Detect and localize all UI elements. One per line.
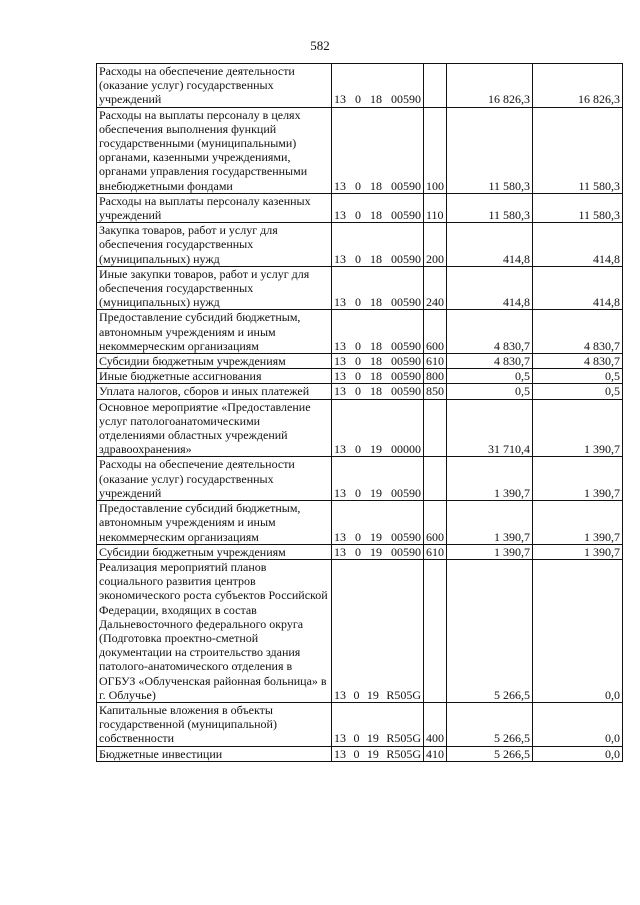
row-target-code: [332, 107, 424, 193]
row-sum-1: 5 266,5: [447, 702, 533, 746]
target-code-part: 18: [370, 354, 382, 369]
target-code-part: 0: [355, 92, 361, 107]
row-description: Уплата налогов, сборов и иных платежей: [97, 384, 332, 399]
row-sum-2: 0,0: [533, 746, 623, 761]
row-target-code: [332, 544, 424, 559]
row-sum-1: 414,8: [447, 223, 533, 267]
row-sum-2: 11 580,3: [533, 193, 623, 222]
row-description: Иные бюджетные ассигнования: [97, 369, 332, 384]
target-code-part: 13: [334, 544, 346, 559]
target-code-part: 0: [355, 208, 361, 223]
target-code-part: 0: [355, 485, 361, 500]
table-row: [97, 384, 623, 399]
row-sum-1: 1 390,7: [447, 544, 533, 559]
table-row: [97, 501, 623, 545]
target-code-part: 19: [366, 731, 379, 746]
target-code-parts: [334, 92, 421, 106]
row-description: Предоставление субсидий бюджетным, автономным учреждениям и иным некоммерческим организациям: [97, 501, 332, 545]
target-code-part: 00590: [391, 529, 421, 544]
target-code-part: 13: [334, 369, 346, 384]
row-sum-1: 11 580,3: [447, 193, 533, 222]
row-expense-type: [424, 399, 447, 457]
table-row: [97, 369, 623, 384]
target-code-part: 13: [334, 442, 346, 457]
target-code-part: 13: [334, 746, 346, 761]
row-sum-2: 1 390,7: [533, 399, 623, 457]
row-description: Основное мероприятие «Предоставление услуг патологоанатомическими отделениями областных учреждений здравоохранения»: [97, 399, 332, 457]
row-sum-2: 11 580,3: [533, 107, 623, 193]
table-row: [97, 310, 623, 354]
table-row: [97, 266, 623, 310]
row-target-code: [332, 223, 424, 267]
table-row: [97, 193, 623, 222]
row-target-code: [332, 457, 424, 501]
row-sum-1: 0,5: [447, 384, 533, 399]
table-row: [97, 223, 623, 267]
target-code-parts: [334, 442, 421, 456]
target-code-part: 0: [355, 442, 361, 457]
target-code-parts: [334, 545, 421, 559]
row-sum-1: 414,8: [447, 266, 533, 310]
target-code-parts: [334, 486, 421, 500]
target-code-parts: [334, 208, 421, 222]
row-description: Бюджетные инвестиции: [97, 746, 332, 761]
row-description: Иные закупки товаров, работ и услуг для обеспечения государственных (муниципальных) нужд: [97, 266, 332, 310]
row-sum-2: 4 830,7: [533, 310, 623, 354]
target-code-part: 0: [353, 731, 360, 746]
target-code-part: 18: [370, 338, 382, 353]
target-code-part: 0: [355, 251, 361, 266]
row-target-code: [332, 369, 424, 384]
row-sum-1: 31 710,4: [447, 399, 533, 457]
target-code-part: 00590: [391, 295, 421, 310]
target-code-part: 00590: [391, 384, 421, 399]
target-code-parts: [334, 369, 421, 383]
row-target-code: [332, 501, 424, 545]
row-expense-type: 410: [424, 746, 447, 761]
row-target-code: [332, 746, 424, 761]
table-row: [97, 107, 623, 193]
target-code-part: 13: [334, 485, 346, 500]
row-description: Расходы на выплаты персоналу в целях обеспечения выполнения функций государственными (муниципальными) органами, казенными учреждениями, органами управления государственными внебюджетными фондами: [97, 107, 332, 193]
row-sum-1: 5 266,5: [447, 559, 533, 702]
row-expense-type: [424, 64, 447, 108]
target-code-part: 00590: [391, 92, 421, 107]
row-target-code: [332, 384, 424, 399]
table-row: [97, 457, 623, 501]
row-target-code: [332, 354, 424, 369]
target-code-part: 18: [370, 251, 382, 266]
target-code-part: 00590: [391, 485, 421, 500]
target-code-part: 18: [370, 295, 382, 310]
table-row: [97, 746, 623, 761]
target-code-part: 18: [370, 208, 382, 223]
target-code-part: 0: [353, 746, 360, 761]
target-code-part: 19: [370, 529, 382, 544]
target-code-part: 19: [366, 687, 379, 702]
row-expense-type: 240: [424, 266, 447, 310]
target-code-part: 13: [334, 687, 346, 702]
row-sum-2: 1 390,7: [533, 457, 623, 501]
target-code-part: 13: [334, 384, 346, 399]
row-sum-1: 5 266,5: [447, 746, 533, 761]
target-code-part: 0: [355, 354, 361, 369]
row-description: Расходы на выплаты персоналу казенных учреждений: [97, 193, 332, 222]
row-sum-1: 16 826,3: [447, 64, 533, 108]
target-code-parts: [334, 339, 421, 353]
target-code-part: 00590: [391, 354, 421, 369]
row-expense-type: 610: [424, 354, 447, 369]
target-code-parts: [334, 179, 421, 193]
row-sum-1: 11 580,3: [447, 107, 533, 193]
row-sum-2: 4 830,7: [533, 354, 623, 369]
target-code-parts: [334, 354, 421, 368]
target-code-part: 13: [334, 731, 346, 746]
row-sum-2: 0,5: [533, 369, 623, 384]
target-code-part: 18: [370, 369, 382, 384]
target-code-part: 19: [370, 544, 382, 559]
page-number: 582: [310, 38, 330, 53]
row-target-code: [332, 193, 424, 222]
table-row: [97, 399, 623, 457]
row-description: Предоставление субсидий бюджетным, автономным учреждениям и иным некоммерческим организациям: [97, 310, 332, 354]
target-code-part: 13: [334, 92, 346, 107]
target-code-parts: [334, 295, 421, 309]
row-description: Закупка товаров, работ и услуг для обеспечения государственных (муниципальных) нужд: [97, 223, 332, 267]
target-code-part: 13: [334, 178, 346, 193]
row-expense-type: 110: [424, 193, 447, 222]
target-code-part: 18: [370, 384, 382, 399]
target-code-part: 13: [334, 529, 346, 544]
target-code-part: 19: [366, 746, 379, 761]
row-expense-type: 200: [424, 223, 447, 267]
target-code-part: 13: [334, 251, 346, 266]
target-code-part: 0: [353, 687, 360, 702]
target-code-parts: [334, 252, 421, 266]
target-code-parts: [334, 688, 421, 702]
row-sum-1: 1 390,7: [447, 501, 533, 545]
target-code-parts: [334, 384, 421, 398]
row-sum-2: 414,8: [533, 266, 623, 310]
row-sum-2: 0,0: [533, 559, 623, 702]
target-code-part: 0: [355, 295, 361, 310]
row-expense-type: 850: [424, 384, 447, 399]
target-code-part: 13: [334, 295, 346, 310]
table-row: [97, 544, 623, 559]
target-code-part: R505G: [386, 687, 421, 702]
target-code-part: R505G: [386, 746, 421, 761]
budget-table-body: [97, 64, 623, 762]
target-code-part: 18: [370, 178, 382, 193]
row-target-code: [332, 266, 424, 310]
row-sum-2: 414,8: [533, 223, 623, 267]
target-code-part: 00590: [391, 369, 421, 384]
target-code-part: 19: [370, 442, 382, 457]
target-code-part: 00590: [391, 251, 421, 266]
row-sum-2: 0,5: [533, 384, 623, 399]
target-code-part: 19: [370, 485, 382, 500]
row-target-code: [332, 310, 424, 354]
row-description: Расходы на обеспечение деятельности (оказание услуг) государственных учреждений: [97, 457, 332, 501]
row-expense-type: 600: [424, 310, 447, 354]
budget-table: [96, 63, 623, 762]
target-code-part: 0: [355, 529, 361, 544]
row-target-code: [332, 399, 424, 457]
table-row: [97, 702, 623, 746]
row-description: Субсидии бюджетным учреждениям: [97, 544, 332, 559]
target-code-part: 13: [334, 338, 346, 353]
target-code-part: 00590: [391, 208, 421, 223]
target-code-part: 00000: [391, 442, 421, 457]
row-sum-2: 0,0: [533, 702, 623, 746]
row-target-code: [332, 64, 424, 108]
row-expense-type: 600: [424, 501, 447, 545]
target-code-part: 13: [334, 354, 346, 369]
row-sum-2: 16 826,3: [533, 64, 623, 108]
target-code-part: 0: [355, 369, 361, 384]
target-code-part: 00590: [391, 338, 421, 353]
row-expense-type: [424, 457, 447, 501]
table-row: [97, 354, 623, 369]
row-description: Субсидии бюджетным учреждениям: [97, 354, 332, 369]
row-expense-type: 610: [424, 544, 447, 559]
row-expense-type: 100: [424, 107, 447, 193]
row-sum-1: 4 830,7: [447, 354, 533, 369]
row-description: Реализация мероприятий планов социального развития центров экономического роста субъектов Российской Федерации, входящих в состав Дальневосточного федерального округа (Подготовка проектно-сметной документации на строительство здания патолого-анатомического отделения в ОГБУЗ «Облученская районная больница» в г. Облучье): [97, 559, 332, 702]
row-sum-2: 1 390,7: [533, 501, 623, 545]
row-expense-type: [424, 559, 447, 702]
row-expense-type: 800: [424, 369, 447, 384]
row-target-code: [332, 702, 424, 746]
target-code-part: 18: [370, 92, 382, 107]
row-expense-type: 400: [424, 702, 447, 746]
table-row: [97, 559, 623, 702]
target-code-part: R505G: [386, 731, 421, 746]
target-code-parts: [334, 530, 421, 544]
target-code-part: 0: [355, 338, 361, 353]
target-code-part: 0: [355, 178, 361, 193]
target-code-part: 0: [355, 544, 361, 559]
target-code-part: 00590: [391, 544, 421, 559]
row-description: Расходы на обеспечение деятельности (оказание услуг) государственных учреждений: [97, 64, 332, 108]
row-sum-1: 1 390,7: [447, 457, 533, 501]
target-code-parts: [334, 747, 421, 761]
row-target-code: [332, 559, 424, 702]
target-code-part: 13: [334, 208, 346, 223]
row-sum-1: 4 830,7: [447, 310, 533, 354]
target-code-part: 00590: [391, 178, 421, 193]
table-row: [97, 64, 623, 108]
target-code-parts: [334, 731, 421, 745]
row-description: Капитальные вложения в объекты государственной (муниципальной) собственности: [97, 702, 332, 746]
row-sum-2: 1 390,7: [533, 544, 623, 559]
target-code-part: 0: [355, 384, 361, 399]
row-sum-1: 0,5: [447, 369, 533, 384]
